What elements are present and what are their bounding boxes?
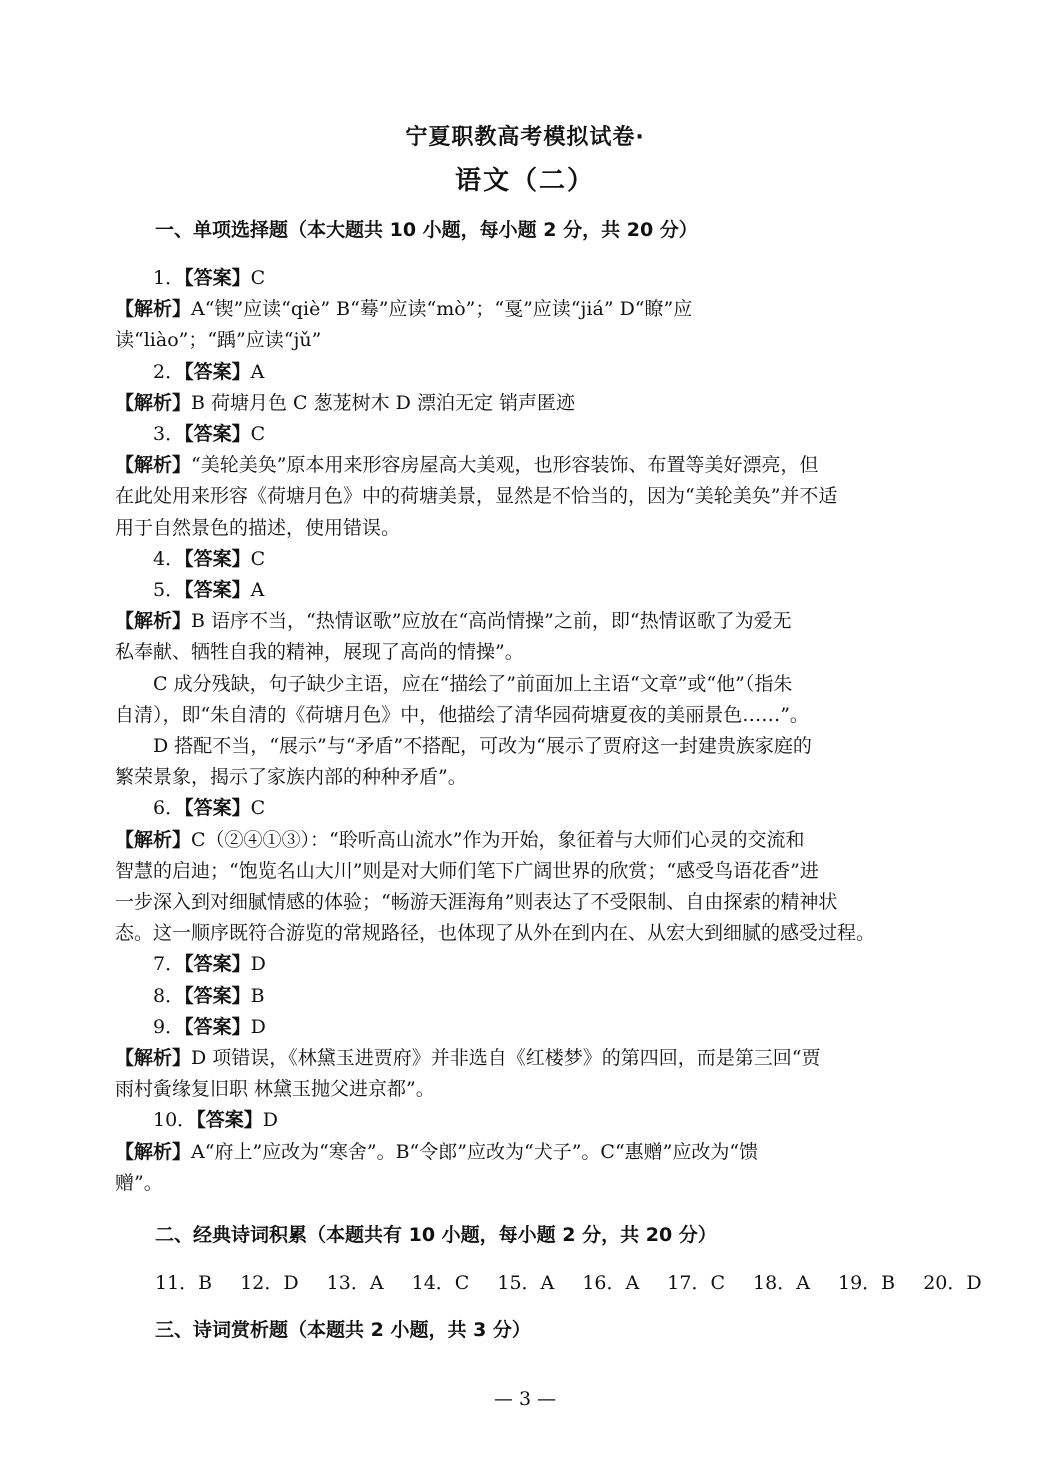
question-5-analysis — [115, 606, 937, 637]
question-6-analysis-cont: 智慧的启迪；“饱览名山大川”则是对大师们笔下广阔世界的欣赏；“感受鸟语花香”进 — [115, 859, 819, 882]
answer-tag: 【答案】 — [184, 267, 251, 289]
answer-item: 15．A — [497, 1272, 555, 1294]
analysis-tag: 【解析】 — [115, 610, 192, 633]
document-subtitle: 语文（二） — [454, 166, 595, 196]
question-5-analysis-cont: 私奉献、牺牲自我的精神，展现了高尚的情操”。 — [115, 641, 524, 664]
question-5-answer — [115, 575, 937, 606]
question-10-analysis-cont: 赠”。 — [115, 1171, 163, 1194]
analysis-text: C（②④①③）：“聆听高山流水”作为开始，象征着与大师们心灵的交流和 — [191, 828, 805, 851]
analysis-text: A“府上”应改为“寒舍”。B“令郎”应改为“犬子”。C“惠赠”应改为“馈 — [191, 1140, 759, 1163]
document-title: 宁夏职教高考模拟试卷· — [405, 125, 645, 150]
answer-item: 12．D — [240, 1272, 299, 1294]
question-9-analysis-cont: 雨村夤缘复旧职 林黛玉抛父进京都”。 — [115, 1078, 435, 1101]
question-3-analysis — [115, 450, 937, 481]
answer-tag: 【答案】 — [184, 360, 251, 383]
question-number: 1． — [153, 267, 185, 289]
answer-value: C — [250, 797, 266, 820]
answer-value: C — [250, 423, 266, 446]
analysis-tag: 【解析】 — [115, 391, 192, 414]
question-9-analysis — [115, 1043, 937, 1074]
answer-tag: 【答案】 — [184, 953, 251, 976]
analysis-tag: 【解析】 — [115, 454, 192, 477]
answer-value: B — [250, 984, 265, 1007]
question-9-answer — [115, 1012, 937, 1043]
analysis-text: A“锲”应读“qiè” B“蓦”应读“mò”；“戛”应读“jiá” D“瞭”应 — [191, 298, 693, 321]
answer-item: 17．C — [667, 1272, 725, 1294]
answer-item: 19．B — [838, 1272, 896, 1294]
analysis-tag: 【解析】 — [115, 828, 192, 851]
question-4-answer — [115, 544, 937, 575]
question-3-analysis-cont: 在此处用来形容《荷塘月色》中的荷塘美景，显然是不恰当的，因为“美轮美奂”并不适 — [115, 485, 838, 508]
question-number: 7． — [153, 953, 185, 976]
answer-item: 20．D — [923, 1272, 982, 1294]
question-2-analysis — [115, 388, 937, 419]
page-number: — 3 — — [493, 1388, 557, 1410]
analysis-text: “美轮美奂”原本用来形容房屋高大美观，也形容装饰、布置等美好漂亮，但 — [191, 454, 819, 477]
answer-item: 16．A — [582, 1272, 640, 1294]
section-2-heading: 二、经典诗词积累（本题共有 10 小题，每小题 2 分，共 20 分） — [155, 1224, 717, 1246]
section-2-answers — [155, 1268, 1004, 1295]
question-8-answer — [115, 981, 937, 1012]
question-5-analysis-cont: 繁荣景象，揭示了家族内部的种种矛盾”。 — [115, 766, 467, 789]
question-number: 9． — [153, 1015, 185, 1038]
question-number: 4． — [153, 547, 185, 570]
question-number: 5． — [153, 579, 185, 602]
question-10-answer — [115, 1105, 937, 1136]
question-5-analysis-cont: 自清），即“朱自清的《荷塘月色》中，他描绘了清华园荷塘夏夜的美丽景色……”。 — [115, 703, 809, 726]
answer-tag: 【答案】 — [184, 423, 251, 446]
question-7-answer — [115, 949, 937, 980]
answer-tag: 【答案】 — [184, 579, 251, 602]
analysis-text: B 荷塘月色 C 葱茏树木 D 漂泊无定 销声匿迹 — [191, 391, 575, 414]
analysis-tag: 【解析】 — [115, 1140, 192, 1163]
answer-tag: 【答案】 — [184, 1015, 251, 1038]
question-5-analysis-c: C 成分残缺，句子缺少主语，应在“描绘了”前面加上主语“文章”或“他”（指朱 — [153, 672, 793, 695]
answer-value: C — [250, 547, 266, 570]
answer-value: D — [250, 1015, 266, 1038]
answer-tag: 【答案】 — [184, 547, 251, 570]
question-number: 3． — [153, 423, 185, 446]
question-6-answer — [115, 793, 937, 824]
answer-item: 13．A — [326, 1272, 384, 1294]
answer-item: 11．B — [155, 1272, 213, 1294]
answer-value: A — [250, 579, 265, 602]
question-2-answer — [115, 357, 937, 388]
question-3-answer — [115, 419, 937, 450]
analysis-text: B 语序不当，“热情讴歌”应放在“高尚情操”之前，即“热情讴歌了为爱无 — [191, 610, 792, 633]
section-1-heading: 一、单项选择题（本大题共 10 小题，每小题 2 分，共 20 分） — [155, 219, 698, 241]
section-1-content — [115, 263, 937, 1199]
answer-value: C — [250, 267, 266, 289]
answer-item: 14．C — [411, 1272, 470, 1294]
question-6-analysis — [115, 825, 937, 856]
answer-tag: 【答案】 — [184, 984, 251, 1007]
question-6-analysis-cont: 一步深入到对细腻情感的体验；“畅游天涯海角”则表达了不受限制、自由探索的精神状 — [115, 891, 838, 914]
question-1-analysis — [115, 294, 937, 325]
answer-value: D — [250, 953, 266, 976]
analysis-tag: 【解析】 — [115, 298, 192, 321]
answer-value: A — [250, 360, 265, 383]
question-1-analysis-cont: 读“liào”；“踽”应读“jǔ” — [115, 329, 322, 352]
question-3-analysis-cont: 用于自然景色的描述，使用错误。 — [115, 516, 401, 539]
question-number: 2． — [153, 360, 185, 383]
analysis-tag: 【解析】 — [115, 1047, 192, 1070]
section-3-heading: 三、诗词赏析题（本题共 2 小题，共 3 分） — [155, 1319, 531, 1341]
answer-tag: 【答案】 — [184, 797, 251, 820]
question-number: 6． — [153, 797, 185, 820]
answer-item: 18．A — [753, 1272, 810, 1294]
answer-value: D — [262, 1109, 278, 1132]
question-5-analysis-d: D 搭配不当，“展示”与“矛盾”不搭配，可改为“展示了贾府这一封建贵族家庭的 — [153, 735, 812, 758]
analysis-text: D 项错误，《林黛玉进贾府》并非选自《红楼梦》的第四回，而是第三回“贾 — [191, 1047, 821, 1070]
question-6-analysis-cont: 态。这一顺序既符合游览的常规路径，也体现了从外在到内在、从宏大到细腻的感受过程。 — [115, 922, 876, 945]
question-10-analysis — [115, 1137, 937, 1168]
answer-tag: 【答案】 — [196, 1109, 263, 1132]
question-1-answer — [115, 263, 937, 294]
question-number: 8． — [153, 984, 185, 1007]
question-number: 10． — [153, 1109, 197, 1132]
